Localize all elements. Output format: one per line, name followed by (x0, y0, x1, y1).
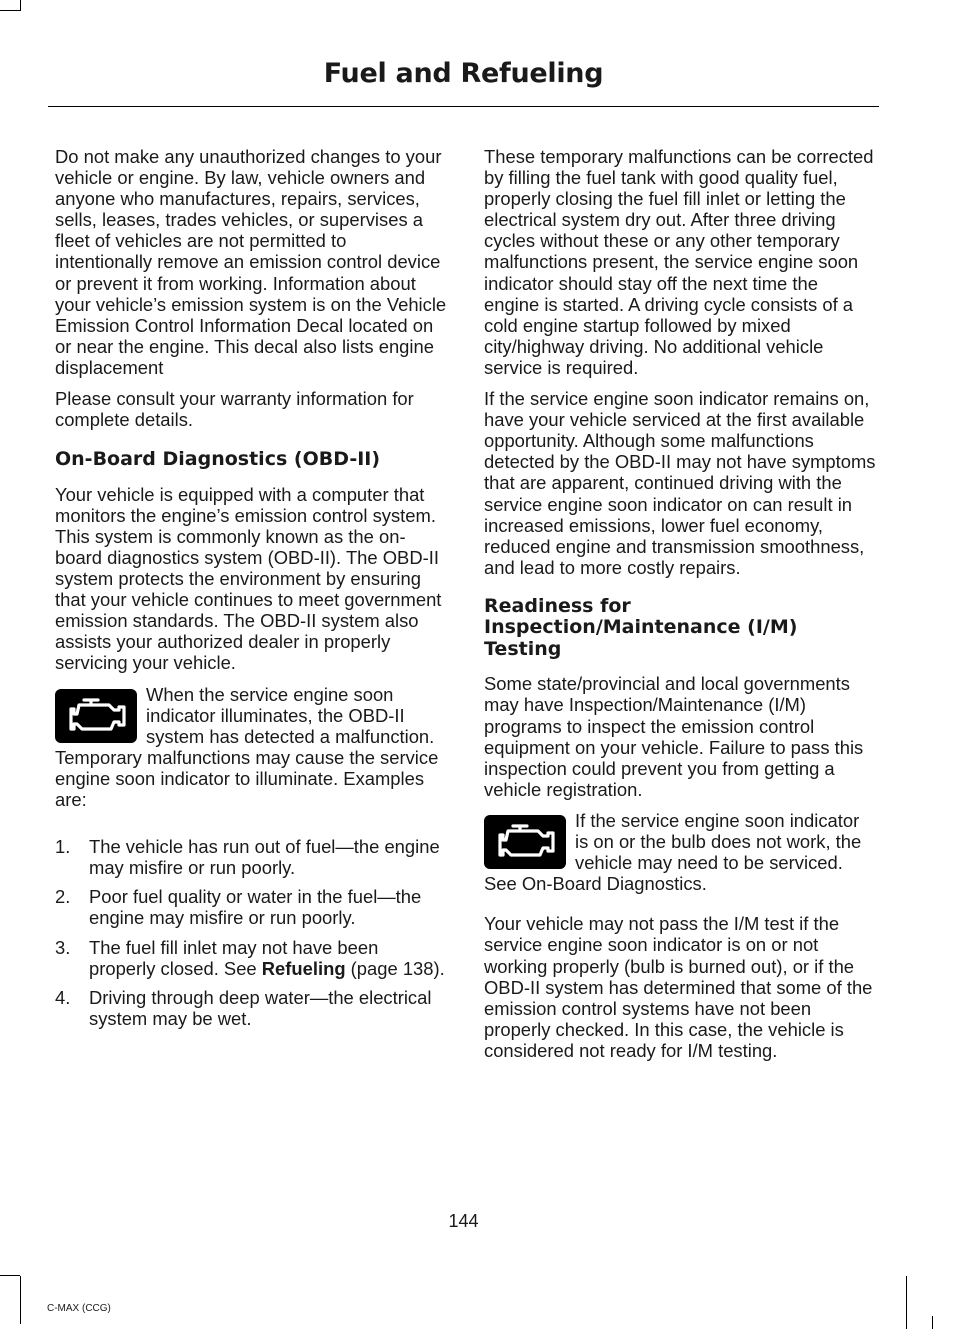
intro-paragraph: Do not make any unauthorized changes to your vehicle or engine. By law, vehicle owners and anyone who manufactures, repairs, services, sells, leases, trades vehicles, or supervises a fleet of vehicles are not permitted to intentionally remove an emission control device or prevent it from working. Information about your vehicle’s emission system is on the Vehicle Emission Control Information Decal located on or near the engine. This decal also lists engine displacement (55, 146, 447, 378)
readiness-paragraph: Some state/provincial and local governments may have Inspection/Maintenance (I/M) programs to inspect the emission control equipment on your vehicle. Failure to pass this inspection could prevent you from getting a vehicle registration. (484, 673, 864, 800)
title-divider (48, 106, 879, 107)
crop-mark (932, 1316, 933, 1329)
obd-paragraph: Your vehicle is equipped with a computer that monitors the engine’s emission control system. This system is commonly known as the on-board diagnostics system (OBD-II). The OBD-II system protects the environment by ensuring that your vehicle continues to meet government emission standards. The OBD-II system also assists your authorized dealer in properly servicing your vehicle. (55, 483, 442, 674)
indicator-note-text: If the service engine soon indicator is on or the bulb does not work, the vehicle may need to be serviced. See On-Board Diagnostics. (484, 809, 862, 895)
malfunction-paragraph: These temporary malfunctions can be corrected by filling the fuel tank with good quality fuel, properly closing the fuel fill inlet or letting the electrical system dry out. After three driving cycles without these or any other temporary malfunctions present, the service engine soon indicator should stay off the next time the engine is started. A driving cycle consists of a cold engine startup followed by mixed city/highway driving. No additional vehicle service is required. (484, 146, 874, 378)
list-text (89, 937, 447, 979)
list-item (55, 987, 447, 1029)
list-text: The vehicle has run out of fuel—the engine may misfire or run poorly. (89, 836, 440, 879)
readiness-heading: Readiness for Inspection/Maintenance (I/M) Testing (484, 594, 798, 660)
crop-mark (0, 1275, 20, 1276)
list-number: 2. (55, 886, 71, 908)
list-item (55, 836, 447, 878)
list-text: Driving through deep water—the electrical system may be wet. (89, 986, 432, 1029)
page-number: 144 (448, 1211, 479, 1231)
right-column (484, 146, 876, 1071)
check-engine-icon (484, 815, 566, 869)
examples-list (55, 836, 447, 1029)
list-number: 4. (55, 986, 71, 1008)
im-test-paragraph: Your vehicle may not pass the I/M test if the service engine soon indicator is on or not working properly (bulb is burned out), or if the OBD-II system has determined that some of the emission control systems have not been properly checked. In this case, the vehicle is considered not ready for I/M testing. (484, 913, 873, 1061)
refueling-link[interactable]: Refueling (261, 957, 346, 979)
indicator-note-text: When the service engine soon indicator illuminates, the OBD-II system has detected a malfunction. Temporary malfunctions may cause the service engine soon indicator to illuminate. Examples are: (55, 683, 439, 811)
list-number: 3. (55, 936, 71, 958)
check-engine-icon (55, 689, 137, 743)
left-column (55, 146, 447, 1037)
warranty-paragraph: Please consult your warranty information for complete details. (55, 388, 414, 431)
list-number: 1. (55, 836, 71, 858)
crop-mark (906, 1276, 907, 1329)
list-text-after: (page 138). (345, 957, 445, 979)
crop-mark (20, 0, 21, 11)
crop-mark (20, 1276, 21, 1324)
obd-heading: On-Board Diagnostics (OBD-II) (55, 448, 381, 471)
service-paragraph: If the service engine soon indicator remains on, have your vehicle serviced at the first available opportunity. Although some malfunctions detected by the OBD-II may not have symptoms that are apparent, continued driving with the service engine soon indicator on can result in increased emissions, lower fuel economy, reduced engine and transmission smoothness, and lead to more costly repairs. (484, 388, 876, 578)
list-item (55, 937, 447, 979)
list-text-before: The fuel fill inlet may not have been properly closed. See (89, 936, 379, 979)
crop-mark (0, 10, 20, 11)
indicator-note (484, 810, 876, 894)
page-title: Fuel and Refueling (323, 58, 604, 89)
model-code: C-MAX (CCG) (47, 1303, 111, 1314)
indicator-note (55, 684, 447, 811)
list-item (55, 886, 447, 928)
list-text: Poor fuel quality or water in the fuel—the engine may misfire or run poorly. (89, 886, 422, 929)
